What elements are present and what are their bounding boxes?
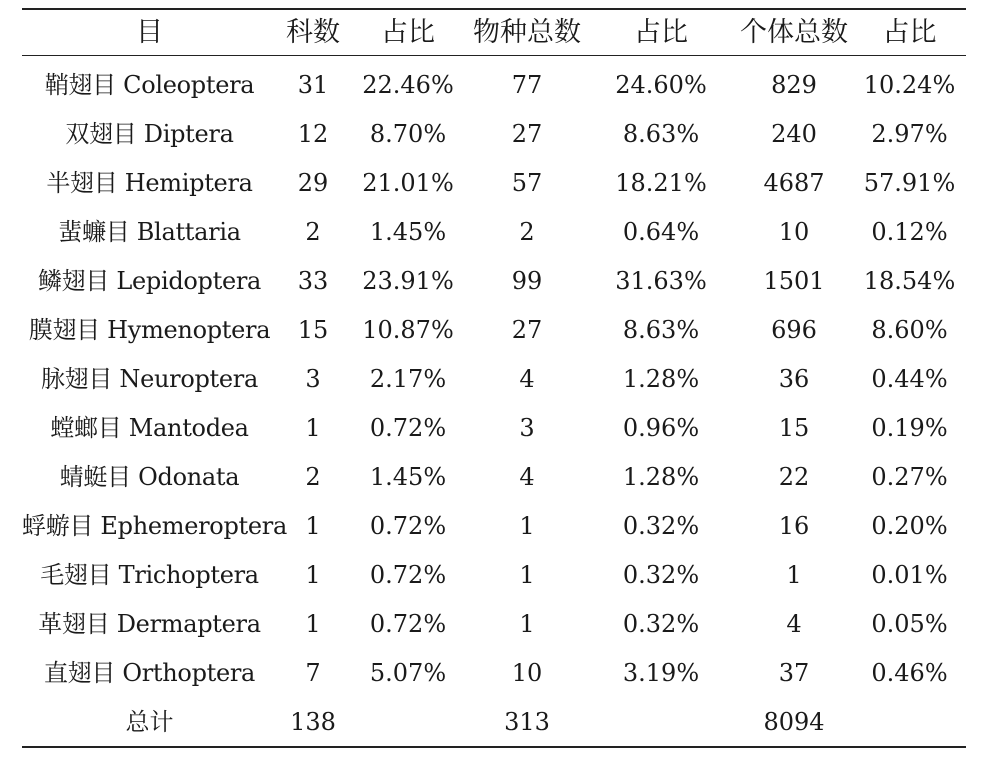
header-order: 目 [136,17,163,48]
family-count-cell: 1 [305,413,321,442]
order-cell: 膜翅目 Hymenoptera [28,315,271,344]
order-cell: 鳞翅目 Lepidoptera [37,266,262,295]
family-count-cell: 3 [305,364,321,393]
species-count-cell: 57 [511,168,543,197]
species-percent-cell: 8.63% [622,119,700,148]
family-percent-cell: 1.45% [369,462,447,491]
species-count-cell: 27 [511,315,543,344]
individual-count-cell: 1501 [763,266,825,295]
order-cell: 革翅目 Dermaptera [38,609,261,638]
species-percent-cell: 1.28% [622,462,700,491]
table-row [22,207,966,256]
table-row [22,305,966,354]
family-count-cell: 2 [305,217,321,246]
species-count-cell: 1 [519,560,535,589]
individual-count-cell: 22 [778,462,810,491]
family-count-cell: 12 [297,119,329,148]
species-percent-cell: 24.60% [615,70,707,99]
family-percent-cell: 2.17% [369,364,447,393]
total-species: 313 [504,707,550,736]
species-count-cell: 77 [511,70,543,99]
family-count-cell: 31 [297,70,329,99]
species-percent-cell: 1.28% [622,364,700,393]
family-percent-cell: 22.46% [362,70,454,99]
species-count-cell: 1 [519,511,535,540]
order-cell: 毛翅目 Trichoptera [40,560,259,589]
header-species-percent: 占比 [634,17,688,48]
family-percent-cell: 21.01% [362,168,454,197]
individual-percent-cell: 0.05% [871,609,948,638]
individual-percent-cell: 0.12% [871,217,948,246]
insect-order-table [22,8,966,748]
total-species-percent [587,697,735,747]
species-count-cell: 4 [519,462,535,491]
species-count-cell: 1 [519,609,535,638]
species-count-cell: 99 [511,266,543,295]
order-cell: 脉翅目 Neuroptera [40,364,258,393]
individual-count-cell: 1 [786,560,802,589]
table-row [22,550,966,599]
table-row [22,354,966,403]
family-percent-cell: 0.72% [369,560,447,589]
header-row [22,9,966,56]
species-count-cell: 27 [511,119,543,148]
individual-percent-cell: 0.44% [871,364,948,393]
family-percent-cell: 0.72% [369,511,447,540]
species-count-cell: 10 [511,658,543,687]
individual-percent-cell: 10.24% [863,70,956,99]
order-cell: 鞘翅目 Coleoptera [44,70,255,99]
family-percent-cell: 8.70% [369,119,447,148]
individual-percent-cell: 8.60% [871,315,948,344]
family-percent-cell: 5.07% [369,658,447,687]
total-label: 总计 [125,707,174,736]
family-count-cell: 7 [305,658,321,687]
individual-percent-cell: 0.01% [871,560,948,589]
species-percent-cell: 0.32% [622,560,700,589]
total-families: 138 [290,707,336,736]
species-percent-cell: 8.63% [622,315,700,344]
individual-percent-cell: 2.97% [871,119,948,148]
individual-percent-cell: 0.27% [871,462,948,491]
header-individual-percent: 占比 [882,17,937,48]
individual-percent-cell: 0.46% [871,658,948,687]
order-cell: 半翅目 Hemiptera [46,168,253,197]
header-individual-total: 个体总数 [740,17,848,48]
family-percent-cell: 0.72% [369,609,447,638]
order-cell: 直翅目 Orthoptera [43,658,256,687]
individual-count-cell: 4687 [763,168,825,197]
individual-percent-cell: 57.91% [863,168,956,197]
species-percent-cell: 0.64% [622,217,700,246]
family-count-cell: 33 [297,266,329,295]
species-percent-cell: 0.32% [622,609,700,638]
species-percent-cell: 31.63% [615,266,707,295]
table-row [22,56,966,110]
total-row [22,697,966,747]
table-row [22,158,966,207]
individual-count-cell: 4 [786,609,802,638]
table-row [22,599,966,648]
order-cell: 双翅目 Diptera [65,119,234,148]
header-family-percent: 占比 [381,17,435,48]
table-row [22,501,966,550]
order-cell: 蜻蜓目 Odonata [59,462,240,491]
table-row [22,452,966,501]
family-percent-cell: 23.91% [362,266,454,295]
family-percent-cell: 1.45% [369,217,447,246]
total-individual-percent [853,697,966,747]
family-count-cell: 29 [297,168,329,197]
species-percent-cell: 3.19% [622,658,700,687]
total-family-percent [349,697,467,747]
species-percent-cell: 18.21% [615,168,707,197]
individual-count-cell: 36 [778,364,810,393]
individual-count-cell: 696 [771,315,817,344]
family-percent-cell: 0.72% [369,413,447,442]
table-body [22,56,966,698]
species-percent-cell: 0.96% [622,413,700,442]
individual-count-cell: 16 [778,511,810,540]
header-species-total: 物种总数 [473,17,581,48]
species-count-cell: 2 [519,217,535,246]
header-family-count: 科数 [286,17,340,48]
individual-count-cell: 829 [771,70,817,99]
individual-count-cell: 15 [778,413,810,442]
total-individuals: 8094 [763,707,825,736]
individual-count-cell: 37 [778,658,810,687]
individual-percent-cell: 0.19% [871,413,948,442]
table-row [22,648,966,697]
table-row [22,109,966,158]
order-cell: 蜉蝣目 Ephemeroptera [22,511,287,540]
individual-percent-cell: 18.54% [863,266,956,295]
family-count-cell: 1 [305,560,321,589]
individual-count-cell: 10 [778,217,810,246]
species-percent-cell: 0.32% [622,511,700,540]
individual-count-cell: 240 [771,119,817,148]
table-footer [22,697,966,747]
family-percent-cell: 10.87% [362,315,454,344]
order-cell: 蜚蠊目 Blattaria [58,217,241,246]
order-cell: 螳螂目 Mantodea [50,413,249,442]
family-count-cell: 2 [305,462,321,491]
table-row [22,403,966,452]
species-count-cell: 3 [519,413,535,442]
individual-percent-cell: 0.20% [871,511,948,540]
family-count-cell: 15 [297,315,329,344]
family-count-cell: 1 [305,609,321,638]
family-count-cell: 1 [305,511,321,540]
insect-order-table-container [22,8,966,748]
species-count-cell: 4 [519,364,535,393]
table-header [22,9,966,56]
table-row [22,256,966,305]
